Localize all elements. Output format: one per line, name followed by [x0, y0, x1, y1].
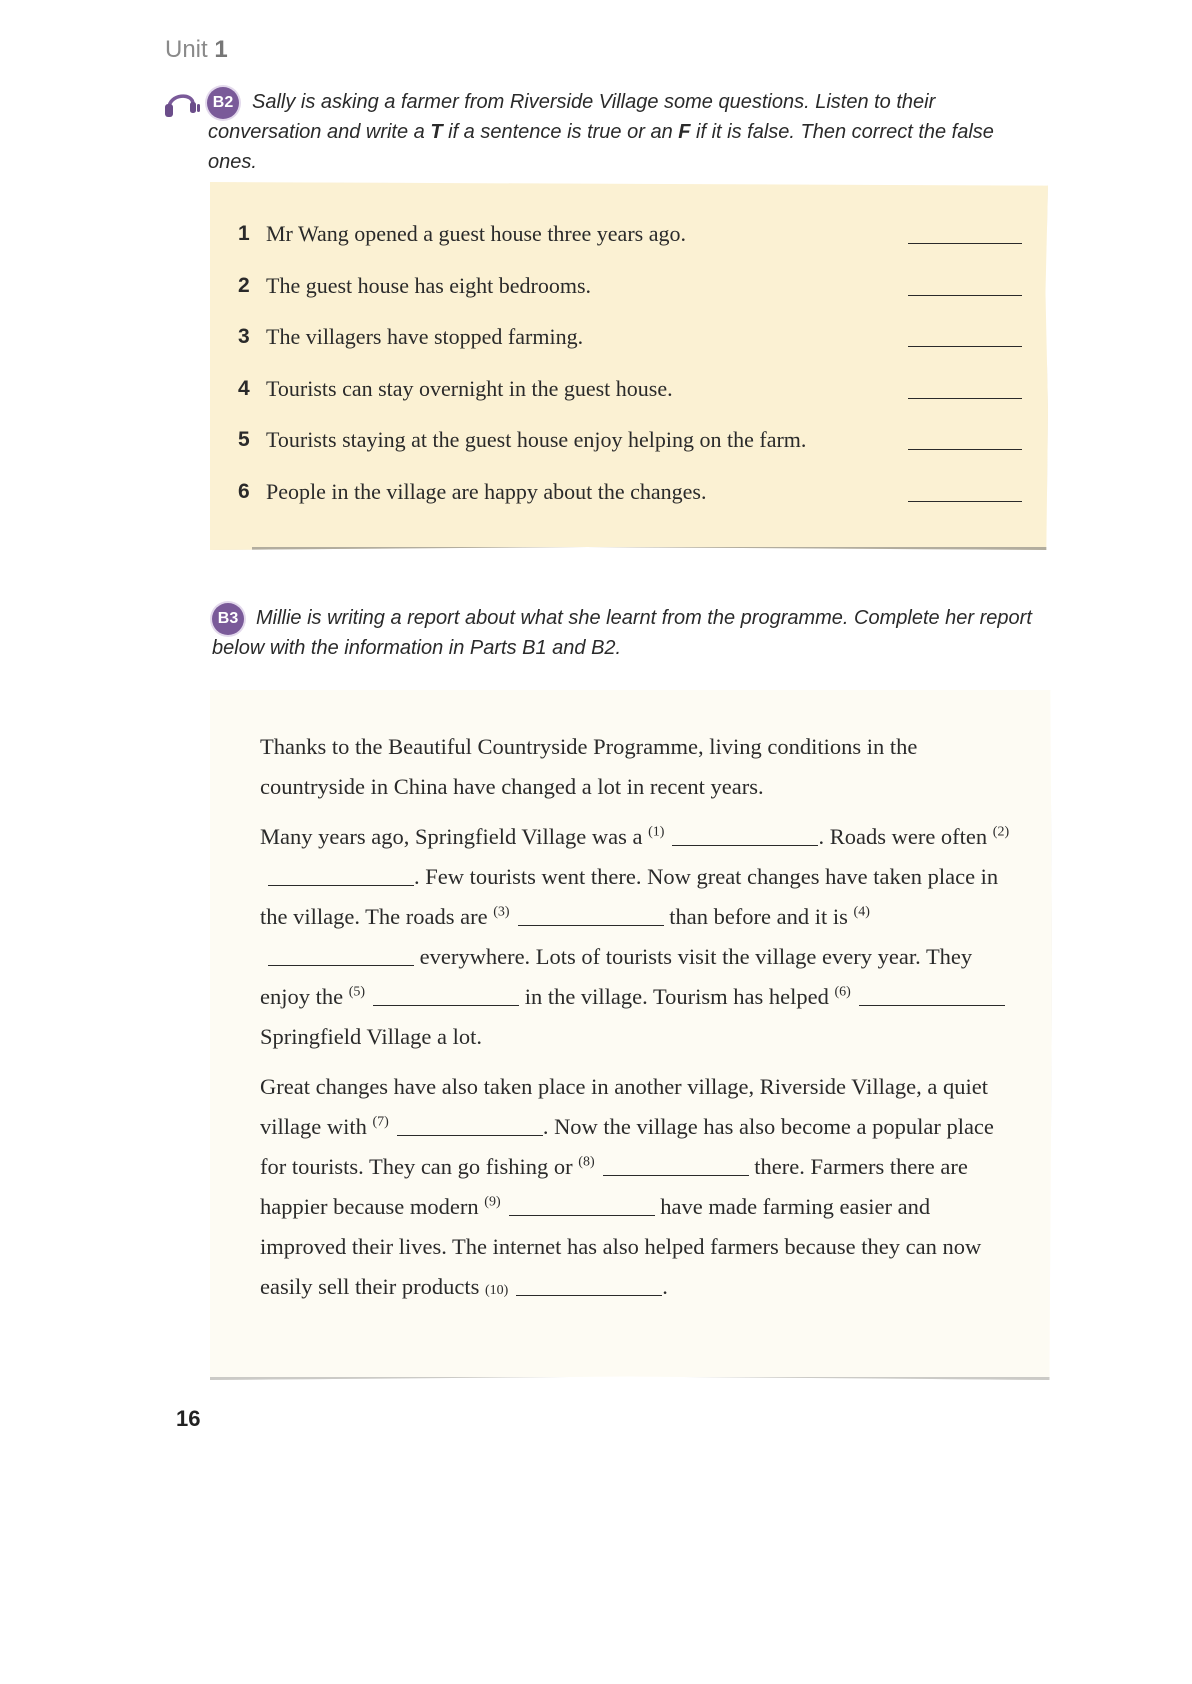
answer-blank[interactable]: [908, 346, 1022, 347]
blank-3[interactable]: [518, 901, 664, 926]
b2-badge: B2: [207, 87, 239, 119]
page-number: 16: [176, 1406, 201, 1431]
headphones-icon[interactable]: [163, 82, 203, 122]
blank-1[interactable]: [672, 821, 818, 846]
b3-badge: B3: [212, 603, 244, 635]
report-paragraph-1: Thanks to the Beautiful Countryside Programme, living conditions in the countryside in China have changed a lot in recent years.: [260, 734, 918, 799]
answer-blank[interactable]: [908, 501, 1022, 502]
blank-7[interactable]: [397, 1111, 543, 1136]
blank-6[interactable]: [859, 981, 1005, 1006]
unit-header: [165, 36, 228, 64]
b3-instruction: Millie is writing a report about what she learnt from the programme. Complete her report below with the information in Parts B1 and B2.: [212, 607, 1032, 659]
list-item: 1 Mr Wang opened a guest house three years ago.: [238, 219, 1038, 271]
answer-blank[interactable]: [908, 449, 1022, 450]
answer-blank[interactable]: [908, 243, 1022, 244]
blank-5[interactable]: [373, 981, 519, 1006]
blank-10[interactable]: [516, 1271, 662, 1296]
blank-4[interactable]: [268, 941, 414, 966]
unit-number: 1: [214, 36, 228, 63]
unit-prefix: Unit: [165, 36, 208, 63]
b2-instruction: Sally is asking a farmer from Riverside Village some questions. Listen to their conversation and write a T if a sentence is true or an F if it is false. Then correct the false ones.: [208, 91, 994, 173]
answer-blank[interactable]: [908, 295, 1022, 296]
blank-9[interactable]: [509, 1191, 655, 1216]
blank-8[interactable]: [603, 1151, 749, 1176]
answer-blank[interactable]: [908, 398, 1022, 399]
list-item: 2 The guest house has eight bedrooms.: [238, 271, 1038, 323]
blank-2[interactable]: [268, 861, 414, 886]
list-item: 6 People in the village are happy about the changes.: [238, 477, 1038, 529]
b2-question-list: [238, 219, 1038, 528]
list-item: 3 The villagers have stopped farming.: [238, 322, 1038, 374]
report-paragraph-3: Great changes have also taken place in another village, Riverside Village, a quiet village with $^{(7)}$ . Now the village has also become a popular place for tourists. They can go fishing or $^{(8)}$ there. Farmers there are happier because modern $^{(9)}$ have made farming easier and improved their lives. The internet has also helped farmers because they can now easily sell their products (10) .: [260, 1074, 994, 1299]
b3-report: [260, 727, 1020, 1321]
list-item: 4 Tourists can stay overnight in the guest house.: [238, 374, 1038, 426]
list-item: 5 Tourists staying at the guest house enjoy helping on the farm.: [238, 425, 1038, 477]
report-paragraph-2: Many years ago, Springfield Village was a $^{(1)}$ . Roads were often $^{(2)}$. Few tourists went there. Now great changes have taken place in the village. The roads are $^{(3)}$ than before and it is $^{(4)}$ everywhere. Lots of tourists visit the village every year. They enjoy the $^{(5)}$ in the village. Tourism has helped $^{(6)}$ Springfield Village a lot.: [260, 817, 1020, 1057]
